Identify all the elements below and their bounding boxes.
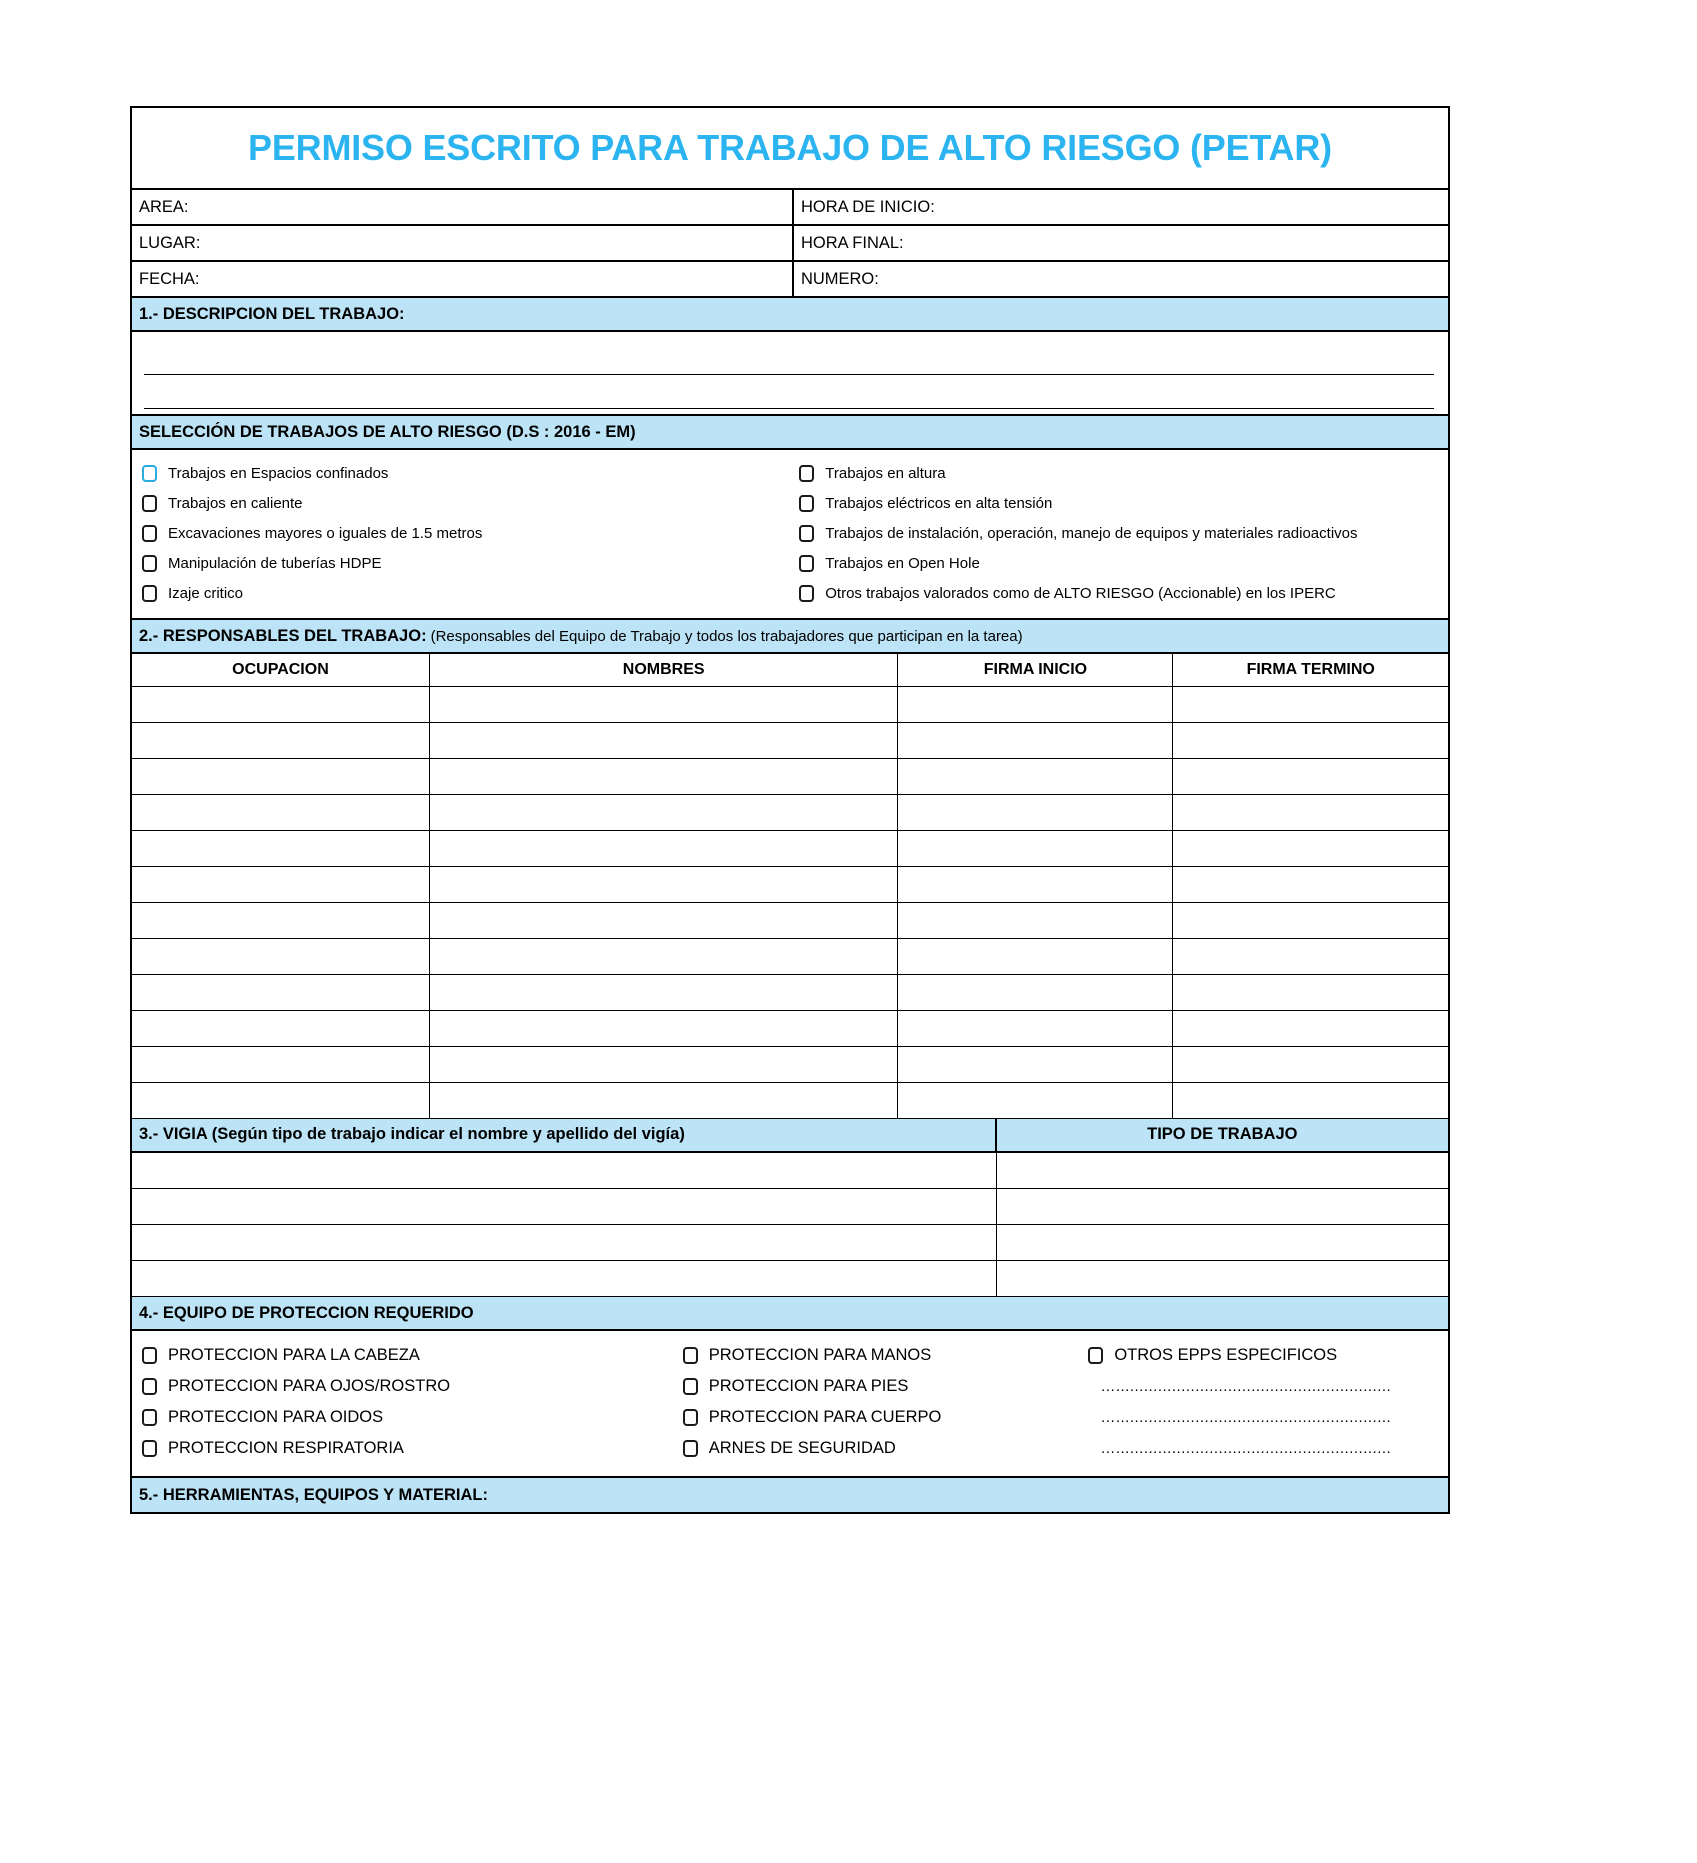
meta-row <box>132 262 1448 298</box>
field-hora-inicio-label: HORA DE INICIO: <box>800 197 935 216</box>
checkbox-icon[interactable] <box>799 585 814 602</box>
checkbox-item-tuberias-hdpe[interactable] <box>132 555 795 572</box>
checkbox-label: Otros trabajos valorados como de ALTO RIESGO (Accionable) en los IPERC <box>825 584 1336 602</box>
cell-firma-inicio[interactable] <box>898 938 1173 974</box>
cell-firma-termino[interactable] <box>1173 1082 1448 1118</box>
cell-firma-inicio[interactable] <box>898 794 1173 830</box>
responsables-table <box>132 654 1448 1119</box>
cell-nombres[interactable] <box>429 1046 898 1082</box>
checkbox-icon[interactable] <box>799 555 814 572</box>
cell-firma-inicio[interactable] <box>898 974 1173 1010</box>
table-header-row <box>132 654 1448 686</box>
petar-form <box>130 106 1450 1514</box>
column-header-firma-termino: FIRMA TERMINO <box>1173 654 1448 686</box>
checkbox-item-espacios-confinados[interactable] <box>132 465 795 482</box>
cell-vigia-nombre[interactable] <box>132 1261 997 1297</box>
checkbox-item-otros-alto-riesgo[interactable] <box>795 585 1448 602</box>
checkbox-icon[interactable] <box>142 495 157 512</box>
section-2-heading <box>132 620 1448 654</box>
table-row <box>132 902 1448 938</box>
table-row <box>132 938 1448 974</box>
cell-firma-inicio[interactable] <box>898 1082 1173 1118</box>
cell-ocupacion[interactable] <box>132 830 429 866</box>
section-3-heading <box>132 1119 1448 1153</box>
cell-firma-inicio[interactable] <box>898 1046 1173 1082</box>
column-header-tipo-de-trabajo: TIPO DE TRABAJO <box>1147 1125 1298 1143</box>
field-fecha-label: FECHA: <box>139 269 200 288</box>
checkbox-icon[interactable] <box>142 555 157 572</box>
cell-firma-termino[interactable] <box>1173 974 1448 1010</box>
table-row <box>132 758 1448 794</box>
cell-ocupacion[interactable] <box>132 758 429 794</box>
epp-row <box>132 1433 1448 1464</box>
cell-tipo-trabajo[interactable] <box>997 1261 1448 1297</box>
cell-vigia-nombre[interactable] <box>132 1225 997 1261</box>
field-numero-label: NUMERO: <box>800 269 879 288</box>
checkbox-item-arnes-seguridad[interactable] <box>681 1440 1067 1457</box>
cell-firma-termino[interactable] <box>1173 1046 1448 1082</box>
cell-ocupacion[interactable] <box>132 1010 429 1046</box>
checkbox-icon[interactable] <box>142 465 157 482</box>
column-header-firma-inicio: FIRMA INICIO <box>898 654 1173 686</box>
section-seleccion-heading <box>132 416 1448 450</box>
checkbox-label: PROTECCION PARA MANOS <box>708 1346 932 1365</box>
checkbox-icon[interactable] <box>683 1440 698 1457</box>
checkbox-label: Manipulación de tuberías HDPE <box>168 554 382 572</box>
checkbox-icon[interactable] <box>142 1440 157 1457</box>
checkbox-item-proteccion-ojos-rostro[interactable] <box>132 1378 681 1395</box>
cell-nombres[interactable] <box>429 1082 898 1118</box>
meta-row <box>132 190 1448 226</box>
field-area[interactable] <box>132 190 794 224</box>
checkbox-label: Trabajos eléctricos en alta tensión <box>825 494 1053 512</box>
cell-nombres[interactable] <box>429 722 898 758</box>
checkbox-icon[interactable] <box>142 585 157 602</box>
field-lugar[interactable] <box>132 226 794 260</box>
cell-firma-termino[interactable] <box>1173 686 1448 722</box>
cell-ocupacion[interactable] <box>132 1046 429 1082</box>
checkbox-icon[interactable] <box>799 525 814 542</box>
cell-ocupacion[interactable] <box>132 938 429 974</box>
checkbox-icon[interactable] <box>1088 1347 1103 1364</box>
section-3-heading-text-wrap <box>132 1119 997 1151</box>
column-header-ocupacion: OCUPACION <box>132 654 429 686</box>
cell-nombres[interactable] <box>429 938 898 974</box>
cell-nombres[interactable] <box>429 866 898 902</box>
cell-nombres[interactable] <box>429 758 898 794</box>
cell-firma-inicio[interactable] <box>898 758 1173 794</box>
table-row <box>132 1046 1448 1082</box>
cell-firma-termino[interactable] <box>1173 866 1448 902</box>
checkbox-label: PROTECCION RESPIRATORIA <box>168 1439 404 1458</box>
checkbox-icon[interactable] <box>683 1378 698 1395</box>
checkbox-label: PROTECCION PARA OJOS/ROSTRO <box>168 1377 451 1396</box>
cell-firma-termino[interactable] <box>1173 830 1448 866</box>
field-hora-final-label: HORA FINAL: <box>800 233 904 252</box>
section-5-heading <box>132 1478 1448 1512</box>
cell-ocupacion[interactable] <box>132 902 429 938</box>
checkbox-icon[interactable] <box>799 495 814 512</box>
table-row <box>132 722 1448 758</box>
epp-row <box>132 1402 1448 1433</box>
cell-vigia-nombre[interactable] <box>132 1189 997 1225</box>
otros-epps-line-1[interactable] <box>1066 1378 1448 1395</box>
checkbox-item-proteccion-cabeza[interactable] <box>132 1347 681 1364</box>
checkbox-label: Trabajos de instalación, operación, manejo de equipos y materiales radioactivos <box>825 524 1358 542</box>
checkbox-label: ARNES DE SEGURIDAD <box>708 1439 896 1458</box>
table-row <box>132 1189 1448 1225</box>
section-1-heading <box>132 298 1448 332</box>
table-row <box>132 1010 1448 1046</box>
cell-nombres[interactable] <box>429 794 898 830</box>
field-fecha[interactable] <box>132 262 794 296</box>
cell-nombres[interactable] <box>429 1010 898 1046</box>
section-4-heading-text: 4.- EQUIPO DE PROTECCION REQUERIDO <box>139 1303 474 1322</box>
table-row <box>132 1225 1448 1261</box>
dotted-write-line: …........................................................... <box>1100 1378 1392 1395</box>
cell-vigia-nombre[interactable] <box>132 1153 997 1189</box>
descripcion-trabajo-input[interactable] <box>132 332 1448 416</box>
cell-nombres[interactable] <box>429 686 898 722</box>
cell-firma-termino[interactable] <box>1173 902 1448 938</box>
section-4-heading <box>132 1297 1448 1331</box>
cell-ocupacion[interactable] <box>132 686 429 722</box>
table-row <box>132 974 1448 1010</box>
checkbox-label: PROTECCION PARA LA CABEZA <box>168 1346 420 1365</box>
seleccion-checkbox-grid <box>132 450 1448 620</box>
cell-firma-inicio[interactable] <box>898 722 1173 758</box>
field-hora-final[interactable] <box>794 226 1448 260</box>
checkbox-row <box>132 578 1448 608</box>
checkbox-label: Izaje critico <box>168 584 244 602</box>
table-row <box>132 1153 1448 1189</box>
checkbox-item-materiales-radioactivos[interactable] <box>795 525 1448 542</box>
otros-epps-line-2[interactable] <box>1066 1409 1448 1426</box>
checkbox-label: PROTECCION PARA CUERPO <box>708 1408 942 1427</box>
checkbox-item-proteccion-manos[interactable] <box>681 1347 1067 1364</box>
section-3-heading-text: 3.- VIGIA (Según tipo de trabajo indicar el nombre y apellido del vigía) <box>139 1125 685 1143</box>
section-2-heading-text: 2.- RESPONSABLES DEL TRABAJO: <box>139 626 427 645</box>
section-1-heading-text: 1.- DESCRIPCION DEL TRABAJO: <box>139 304 405 323</box>
cell-firma-inicio[interactable] <box>898 686 1173 722</box>
epp-row <box>132 1340 1448 1371</box>
dotted-write-line: …........................................................... <box>1100 1409 1392 1426</box>
cell-ocupacion[interactable] <box>132 1082 429 1118</box>
otros-epps-line-3[interactable] <box>1066 1440 1448 1457</box>
checkbox-label: Excavaciones mayores o iguales de 1.5 metros <box>168 524 483 542</box>
field-lugar-label: LUGAR: <box>139 233 201 252</box>
cell-firma-inicio[interactable] <box>898 1010 1173 1046</box>
cell-ocupacion[interactable] <box>132 974 429 1010</box>
cell-nombres[interactable] <box>429 830 898 866</box>
checkbox-item-otros-epps[interactable] <box>1066 1347 1448 1364</box>
checkbox-icon[interactable] <box>142 1347 157 1364</box>
checkbox-item-izaje-critico[interactable] <box>132 585 795 602</box>
cell-nombres[interactable] <box>429 902 898 938</box>
epp-checkbox-grid <box>132 1331 1448 1478</box>
column-header-nombres: NOMBRES <box>429 654 898 686</box>
checkbox-item-open-hole[interactable] <box>795 555 1448 572</box>
cell-firma-termino[interactable] <box>1173 938 1448 974</box>
table-row <box>132 866 1448 902</box>
dotted-write-line: …........................................................... <box>1100 1440 1392 1457</box>
checkbox-label: Trabajos en Espacios confinados <box>168 464 389 482</box>
checkbox-row <box>132 458 1448 488</box>
cell-tipo-trabajo[interactable] <box>997 1153 1448 1189</box>
table-row <box>132 686 1448 722</box>
epp-row <box>132 1371 1448 1402</box>
checkbox-icon[interactable] <box>683 1347 698 1364</box>
cell-firma-termino[interactable] <box>1173 758 1448 794</box>
field-hora-inicio[interactable] <box>794 190 1448 224</box>
checkbox-label: PROTECCION PARA PIES <box>708 1377 909 1396</box>
checkbox-icon[interactable] <box>799 465 814 482</box>
checkbox-item-proteccion-pies[interactable] <box>681 1378 1067 1395</box>
vigia-table <box>132 1153 1448 1298</box>
cell-firma-termino[interactable] <box>1173 794 1448 830</box>
checkbox-row <box>132 518 1448 548</box>
table-row <box>132 794 1448 830</box>
checkbox-icon[interactable] <box>142 1409 157 1426</box>
cell-firma-inicio[interactable] <box>898 830 1173 866</box>
checkbox-label: Trabajos en caliente <box>168 494 303 512</box>
cell-ocupacion[interactable] <box>132 866 429 902</box>
checkbox-label: OTROS EPPS ESPECIFICOS <box>1114 1346 1338 1365</box>
checkbox-item-trabajos-en-altura[interactable] <box>795 465 1448 482</box>
descripcion-writing-line <box>144 374 1434 375</box>
field-area-label: AREA: <box>139 197 189 216</box>
cell-nombres[interactable] <box>429 974 898 1010</box>
checkbox-row <box>132 488 1448 518</box>
section-5-heading-text: 5.- HERRAMIENTAS, EQUIPOS Y MATERIAL: <box>139 1485 488 1504</box>
cell-tipo-trabajo[interactable] <box>997 1225 1448 1261</box>
cell-ocupacion[interactable] <box>132 794 429 830</box>
cell-firma-termino[interactable] <box>1173 1010 1448 1046</box>
meta-row <box>132 226 1448 262</box>
checkbox-row <box>132 548 1448 578</box>
section-2-heading-note: (Responsables del Equipo de Trabajo y todos los trabajadores que participan en la tarea) <box>430 627 1023 645</box>
cell-tipo-trabajo[interactable] <box>997 1189 1448 1225</box>
checkbox-label: Trabajos en altura <box>825 464 946 482</box>
section-seleccion-heading-text: SELECCIÓN DE TRABAJOS DE ALTO RIESGO (D.S : 2016 - EM) <box>139 422 636 441</box>
checkbox-icon[interactable] <box>683 1409 698 1426</box>
table-row <box>132 1261 1448 1297</box>
cell-firma-inicio[interactable] <box>898 902 1173 938</box>
checkbox-label: PROTECCION PARA OIDOS <box>168 1408 384 1427</box>
page-title: PERMISO ESCRITO PARA TRABAJO DE ALTO RIESGO (PETAR) <box>248 127 1332 168</box>
checkbox-item-proteccion-respiratoria[interactable] <box>132 1440 681 1457</box>
descripcion-writing-line <box>144 408 1434 409</box>
table-row <box>132 830 1448 866</box>
checkbox-item-proteccion-cuerpo[interactable] <box>681 1409 1067 1426</box>
checkbox-item-proteccion-oidos[interactable] <box>132 1409 681 1426</box>
cell-firma-inicio[interactable] <box>898 866 1173 902</box>
cell-ocupacion[interactable] <box>132 722 429 758</box>
checkbox-item-excavaciones[interactable] <box>132 525 795 542</box>
checkbox-item-trabajos-electricos[interactable] <box>795 495 1448 512</box>
field-numero[interactable] <box>794 262 1448 296</box>
cell-firma-termino[interactable] <box>1173 722 1448 758</box>
table-row <box>132 1082 1448 1118</box>
form-title-bar <box>132 108 1448 190</box>
checkbox-icon[interactable] <box>142 525 157 542</box>
checkbox-item-trabajos-en-caliente[interactable] <box>132 495 795 512</box>
checkbox-icon[interactable] <box>142 1378 157 1395</box>
checkbox-label: Trabajos en Open Hole <box>825 554 980 572</box>
